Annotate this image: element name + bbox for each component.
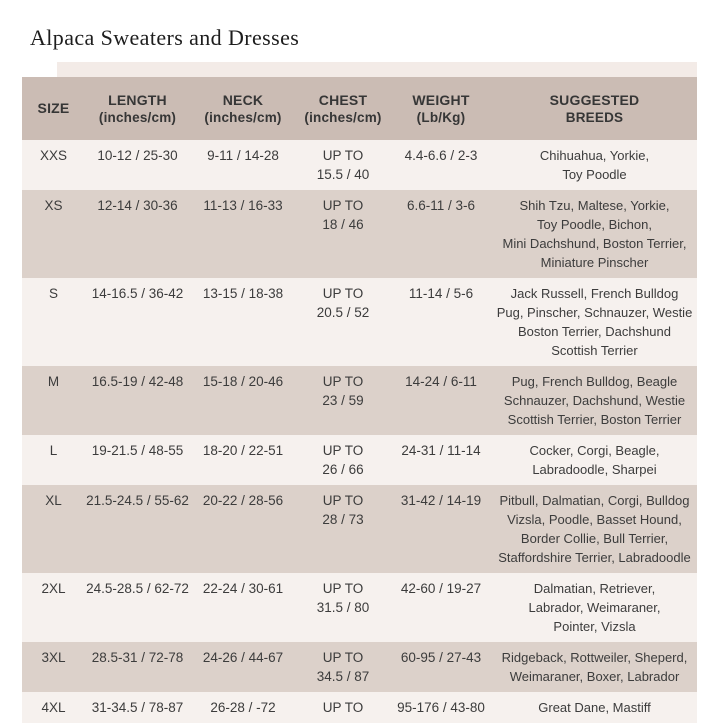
- cell-line: Pitbull, Dalmatian, Corgi, Bulldog: [499, 493, 690, 508]
- cell-length: 19-21.5 / 48-55: [91, 443, 184, 458]
- column-header-breeds: [492, 77, 697, 140]
- cell-line: Pointer, Vizsla: [553, 619, 636, 634]
- cell-line: Miniature Pinscher: [540, 255, 649, 270]
- cell-neck: 24-26 / 44-67: [202, 650, 284, 665]
- cell-size: 2XL: [41, 581, 66, 596]
- cell-size: XS: [44, 198, 63, 213]
- cell-line: UP TO: [322, 581, 364, 596]
- cell-chest: [296, 485, 390, 573]
- column-sublabel: (inches/cm): [304, 109, 382, 125]
- cell-chest: [296, 435, 390, 485]
- table-row-3xl: [22, 642, 697, 692]
- cell-line: Staffordshire Terrier, Labradoodle: [498, 550, 691, 565]
- cell-size: 3XL: [41, 650, 66, 665]
- cell-chest: [296, 278, 390, 366]
- cell-line: Dalmatian, Retriever,: [533, 581, 656, 596]
- table-row-s: [22, 278, 697, 366]
- cell-neck: 22-24 / 30-61: [202, 581, 284, 596]
- table-row-xl: [22, 485, 697, 573]
- cell-chest: [296, 140, 390, 190]
- column-header-length: [85, 77, 190, 140]
- cell-weight: 6.6-11 / 3-6: [406, 198, 476, 213]
- cell-line: Boston Terrier, Dachshund: [518, 324, 671, 339]
- cell-line: 28 / 73: [322, 512, 364, 527]
- cell-breeds: [492, 692, 697, 723]
- cell-breeds: [492, 435, 697, 485]
- column-label: NECK: [222, 91, 264, 108]
- cell-breeds: [492, 140, 697, 190]
- table-row-m: [22, 366, 697, 435]
- size-chart-table: [22, 77, 697, 723]
- cell-length: 16.5-19 / 42-48: [91, 374, 184, 389]
- cell-line: Jack Russell, French Bulldog: [510, 286, 679, 301]
- cell-line: 31.5 / 80: [316, 600, 370, 615]
- cell-line: 26 / 66: [322, 462, 364, 477]
- cell-line: 23 / 59: [322, 393, 364, 408]
- cell-chest: [296, 692, 390, 723]
- cell-line: Mini Dachshund, Boston Terrier,: [502, 236, 687, 251]
- column-header-size: [22, 77, 85, 140]
- cell-weight: 95-176 / 43-80: [397, 700, 485, 715]
- cell-neck: 13-15 / 18-38: [202, 286, 284, 301]
- cell-breeds: [492, 278, 697, 366]
- cell-weight: 42-60 / 19-27: [400, 581, 482, 596]
- cell-line: Border Collie, Bull Terrier,: [520, 531, 669, 546]
- table-row-xxs: [22, 140, 697, 190]
- column-label: SUGGESTED: [549, 91, 640, 108]
- cell-neck: 26-28 / -72: [210, 700, 276, 715]
- cell-line: Pug, French Bulldog, Beagle: [511, 374, 678, 389]
- cell-size: M: [47, 374, 60, 389]
- cell-length: 24.5-28.5 / 62-72: [86, 581, 189, 596]
- cell-line: Pug, Pinscher, Schnauzer, Westie: [496, 305, 693, 320]
- cell-line: Chihuahua, Yorkie,: [539, 148, 650, 163]
- cell-weight: 60-95 / 27-43: [400, 650, 482, 665]
- cell-line: 34.5 / 87: [316, 669, 370, 684]
- cell-length: 31-34.5 / 78-87: [91, 700, 184, 715]
- decorative-strip: [57, 62, 697, 77]
- cell-line: 18 / 46: [322, 217, 364, 232]
- cell-weight: 14-24 / 6-11: [405, 374, 477, 389]
- cell-size: XXS: [39, 148, 67, 163]
- cell-chest: [296, 573, 390, 642]
- cell-line: Shih Tzu, Maltese, Yorkie,: [519, 198, 670, 213]
- column-header-neck: [190, 77, 296, 140]
- cell-neck: 9-11 / 14-28: [207, 148, 279, 163]
- cell-size: 4XL: [41, 700, 66, 715]
- cell-line: Labrador, Weimaraner,: [528, 600, 661, 615]
- cell-length: 21.5-24.5 / 55-62: [86, 493, 189, 508]
- cell-neck: 18-20 / 22-51: [202, 443, 284, 458]
- cell-breeds: [492, 366, 697, 435]
- table-header-row: [22, 77, 697, 140]
- column-label: SIZE: [37, 100, 70, 116]
- cell-chest: [296, 366, 390, 435]
- cell-breeds: [492, 642, 697, 692]
- cell-breeds: [492, 573, 697, 642]
- table-row-2xl: [22, 573, 697, 642]
- column-header-chest: [296, 77, 390, 140]
- column-header-weight: [390, 77, 492, 140]
- cell-line: Toy Poodle, Bichon,: [537, 217, 652, 232]
- cell-line: Vizsla, Poodle, Basset Hound,: [507, 512, 682, 527]
- cell-line: 15.5 / 40: [316, 167, 370, 182]
- cell-neck: 20-22 / 28-56: [202, 493, 284, 508]
- cell-line: Schnauzer, Dachshund, Westie: [503, 393, 686, 408]
- cell-line: UP TO: [322, 286, 364, 301]
- column-sublabel: (inches/cm): [98, 109, 177, 125]
- cell-line: UP TO: [322, 443, 364, 458]
- column-sublabel: BREEDS: [565, 109, 624, 125]
- cell-line: UP TO: [322, 374, 364, 389]
- cell-line: Labradoodle, Sharpei: [532, 462, 657, 477]
- column-label: CHEST: [318, 91, 368, 108]
- table-body: [22, 140, 697, 723]
- cell-line: UP TO: [322, 148, 364, 163]
- cell-line: 20.5 / 52: [316, 305, 370, 320]
- cell-length: 10-12 / 25-30: [97, 148, 178, 163]
- cell-line: UP TO: [322, 650, 364, 665]
- cell-chest: [296, 190, 390, 278]
- page-title: Alpaca Sweaters and Dresses: [30, 25, 300, 50]
- cell-size: L: [49, 443, 58, 458]
- column-label: WEIGHT: [412, 91, 470, 108]
- cell-line: UP TO: [322, 198, 364, 213]
- cell-line: Weimaraner, Boxer, Labrador: [509, 669, 680, 684]
- column-sublabel: (inches/cm): [204, 109, 282, 125]
- cell-length: 28.5-31 / 72-78: [91, 650, 184, 665]
- cell-size: S: [48, 286, 58, 301]
- cell-line: UP TO: [322, 493, 364, 508]
- cell-length: 12-14 / 30-36: [97, 198, 178, 213]
- cell-neck: 11-13 / 16-33: [203, 198, 283, 213]
- cell-neck: 15-18 / 20-46: [202, 374, 284, 389]
- cell-weight: 24-31 / 11-14: [401, 443, 481, 458]
- cell-line: UP TO: [322, 700, 364, 715]
- table-row-xs: [22, 190, 697, 278]
- cell-weight: 4.4-6.6 / 2-3: [404, 148, 478, 163]
- cell-weight: 11-14 / 5-6: [408, 286, 474, 301]
- column-label: LENGTH: [108, 91, 167, 108]
- cell-line: Toy Poodle: [562, 167, 627, 182]
- cell-breeds: [492, 190, 697, 278]
- cell-line: Ridgeback, Rottweiler, Sheperd,: [501, 650, 688, 665]
- cell-size: XL: [45, 493, 62, 508]
- cell-chest: [296, 642, 390, 692]
- column-sublabel: (Lb/Kg): [416, 109, 466, 125]
- cell-breeds: [492, 485, 697, 573]
- cell-line: Scottish Terrier: [551, 343, 638, 358]
- cell-line: Scottish Terrier, Boston Terrier: [507, 412, 682, 427]
- cell-line: Cocker, Corgi, Beagle,: [529, 443, 660, 458]
- table-row-4xl: [22, 692, 697, 723]
- cell-length: 14-16.5 / 36-42: [91, 286, 184, 301]
- table-row-l: [22, 435, 697, 485]
- cell-line: Great Dane, Mastiff: [538, 700, 651, 715]
- cell-weight: 31-42 / 14-19: [400, 493, 482, 508]
